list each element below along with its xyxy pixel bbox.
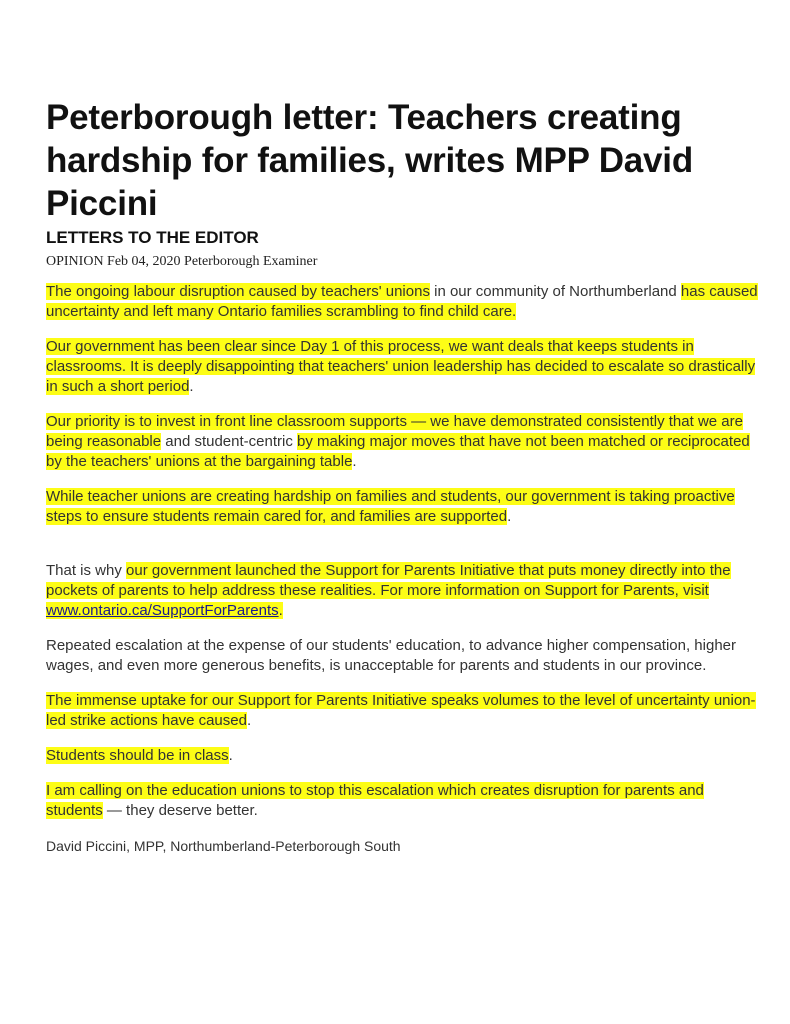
highlighted-text: Our government has been clear since Day 1 of this process, we want deals that keeps students in classrooms. It is deeply disappointing that teachers' union leadership has decided to escalate so drastically in such a short period bbox=[46, 338, 756, 395]
support-for-parents-link[interactable]: www.ontario.ca/SupportForParents bbox=[46, 602, 279, 619]
paragraph-5 bbox=[46, 561, 760, 621]
highlighted-text: I am calling on the education unions to stop this escalation which creates disruption for parents and students bbox=[46, 782, 704, 819]
plain-text: — they deserve better. bbox=[102, 802, 258, 819]
highlighted-text: While teacher unions are creating hardship on families and students, our government is taking proactive steps to ensure students remain cared for, and families are supported bbox=[46, 488, 735, 525]
signature: David Piccini, MPP, Northumberland-Peterborough South bbox=[46, 838, 401, 854]
highlighted-text: The ongoing labour disruption caused by teachers' unions bbox=[46, 283, 430, 300]
plain-text: Repeated escalation at the expense of our students' education, to advance higher compensation, higher wages, and even more generous benefits, is unacceptable for parents and students in our province. bbox=[46, 637, 736, 674]
plain-text: . bbox=[189, 378, 194, 395]
highlighted-text: has caused uncertainty and left many Ontario families scrambling to find child care. bbox=[46, 283, 758, 320]
plain-text: . bbox=[246, 712, 252, 729]
highlighted-text: by making major moves that have not been matched or reciprocated by the teachers' unions at the bargaining table bbox=[46, 433, 750, 470]
paragraph-3 bbox=[46, 412, 760, 472]
highlighted-text: The immense uptake for our Support for Parents Initiative speaks volumes to the level of uncertainty union-led strike actions have caused bbox=[46, 692, 756, 729]
paragraph-8 bbox=[46, 746, 760, 766]
paragraph-9 bbox=[46, 781, 760, 821]
article bbox=[46, 96, 760, 856]
plain-text: That is why bbox=[46, 562, 127, 579]
section-heading: LETTERS TO THE EDITOR bbox=[46, 228, 259, 247]
plain-text: . bbox=[507, 508, 512, 525]
paragraph-6 bbox=[46, 636, 760, 676]
paragraph-2 bbox=[46, 337, 760, 397]
plain-text: in our community of Northumberland bbox=[429, 283, 681, 300]
plain-text: and student-centric bbox=[161, 433, 298, 450]
article-title: Peterborough letter: Teachers creating hardship for families, writes MPP David Piccini bbox=[46, 98, 694, 223]
highlighted-text: . bbox=[278, 602, 283, 619]
highlighted-text: our government launched the Support for Parents Initiative that puts money directly into the pockets of parents to help address these realities. For more information on Support for Parents, visit bbox=[46, 562, 731, 599]
plain-text: . bbox=[228, 747, 233, 764]
paragraph-7 bbox=[46, 691, 760, 731]
highlighted-text: Our priority is to invest in front line classroom supports — we have demonstrated consistently that we are being reasonable bbox=[46, 413, 743, 450]
plain-text: . bbox=[352, 453, 357, 470]
article-byline: OPINION Feb 04, 2020 Peterborough Examiner bbox=[46, 254, 318, 269]
highlighted-text: Students should be in class bbox=[46, 747, 229, 764]
paragraph-4 bbox=[46, 487, 760, 527]
paragraph-1 bbox=[46, 282, 760, 322]
